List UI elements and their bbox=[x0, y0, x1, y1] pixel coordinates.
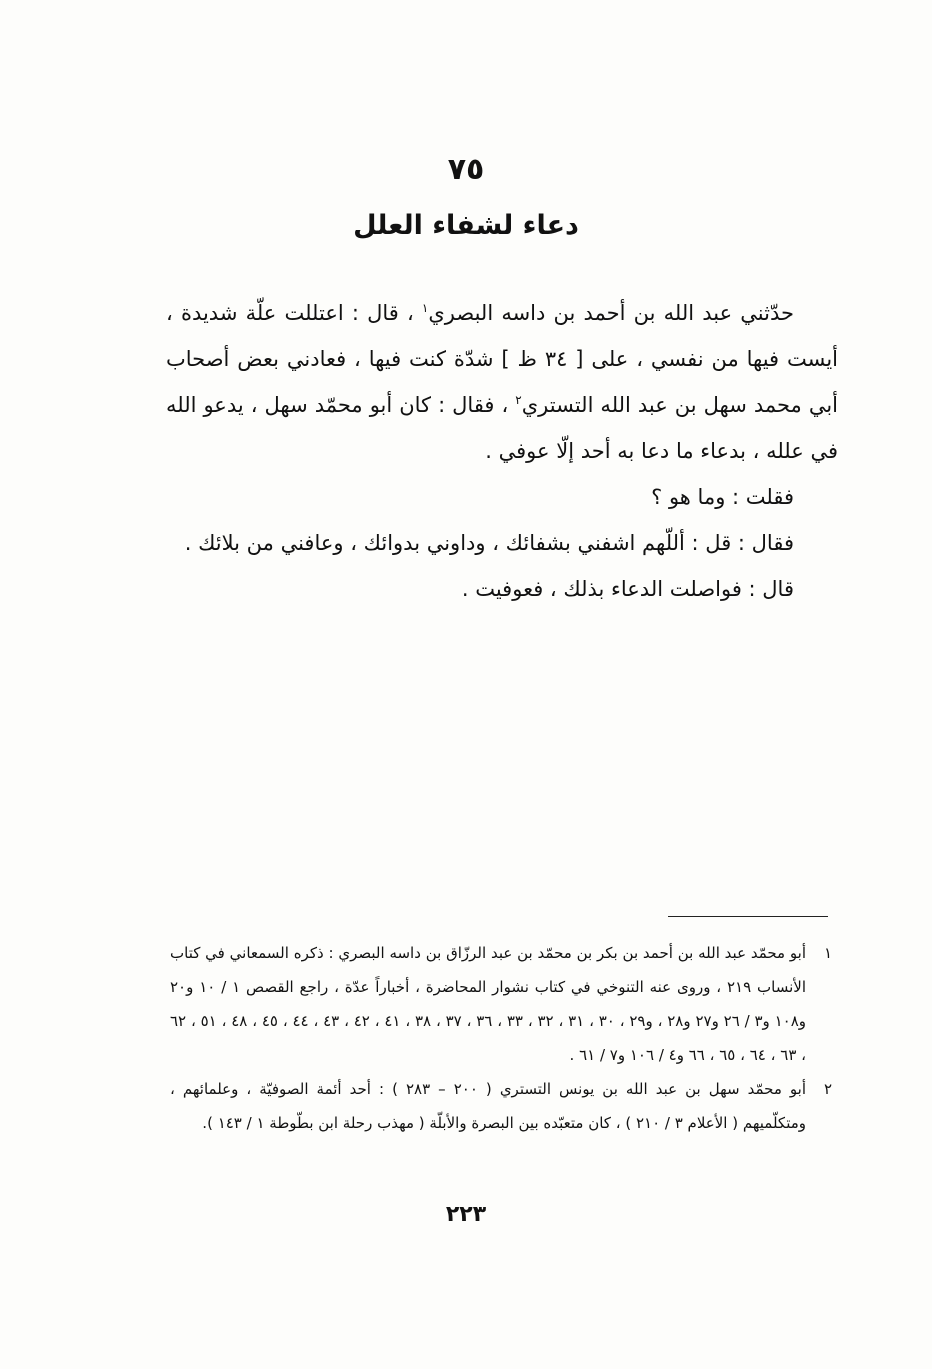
footnote-ref-1: ١ bbox=[421, 301, 429, 315]
paragraph-4: قال : فواصلت الدعاء بذلك ، فعوفيت . bbox=[461, 577, 794, 601]
footnote-2-text: أبو محمّد سهل بن عبد الله بن يونس التستري ( ٢٠٠ – ٢٨٣ ) : أحد أئمة الصوفيّة ، وعلمائهم ، ومتكلّميهم ( الأعلام ٣ / ٢١٠ ) ، كان متعبّده بين البصرة والأبلّة ( مهذب رحلة ابن بطّوطة ١ / ١٤٣ ). bbox=[170, 1080, 806, 1132]
body-text bbox=[166, 290, 838, 612]
paragraph-1-part-c: ، فقال : كان أبو محمّد سهل ، يدعو الله في علله ، بدعاء ما دعا به أحد إلّا عوفي . bbox=[166, 393, 838, 463]
paragraph-2: فقلت : وما هو ؟ bbox=[651, 485, 794, 509]
paragraph-1-part-a: حدّثني عبد الله بن أحمد بن داسه البصري bbox=[428, 301, 794, 325]
footnote-ref-2: ٢ bbox=[515, 393, 522, 407]
chapter-number: ٧٥ bbox=[447, 152, 485, 187]
paragraph-1 bbox=[166, 290, 838, 474]
footnote-1-number: ١ bbox=[823, 944, 833, 962]
chapter-title: دعاء لشفاء العلل bbox=[353, 210, 579, 241]
footnote-separator bbox=[668, 916, 828, 917]
page-number: ٢٢٣ bbox=[445, 1202, 487, 1227]
footnote-1-text: أبو محمّد عبد الله بن أحمد بن بكر بن محمّد بن عبد الرزّاق بن داسه البصري : ذكره السمعاني في كتاب الأنساب ٢١٩ ، وروى عنه التنوخي في كتاب نشوار المحاضرة ، أخباراً عدّة ، راجع القصص ١ / ١٠ و٢٠ و١٠٨ و٣ / ٢٦ و٢٧ و٢٨ ، و٢٩ ، ٣٠ ، ٣١ ، ٣٢ ، ٣٣ ، ٣٦ ، ٣٧ ، ٣٨ ، ٤١ ، ٤٢ ، ٤٣ ، ٤٤ ، ٤٥ ، ٤٨ ، ٥١ ، ٦٢ ، ٦٣ ، ٦٤ ، ٦٥ ، ٦٦ و٤ / ١٠٦ و٧ / ٦١ . bbox=[170, 944, 807, 1064]
footnote-2 bbox=[170, 1072, 838, 1140]
footnote-1 bbox=[170, 936, 838, 1072]
paragraph-1-part-b: ، قال : اعتللت علّة شديدة ، أيست فيها من نفسي ، على [ ٣٤ ظ ] شدّة كنت فيها ، فعادني بعض أصحاب أبي محمد سهل بن عبد الله التستري bbox=[166, 301, 838, 417]
footnote-2-number: ٢ bbox=[823, 1080, 833, 1098]
paragraph-3: فقال : قل : أللّهم اشفني بشفائك ، وداوني بدوائك ، وعافني من بلائك . bbox=[184, 531, 794, 555]
footnotes bbox=[170, 936, 838, 1140]
